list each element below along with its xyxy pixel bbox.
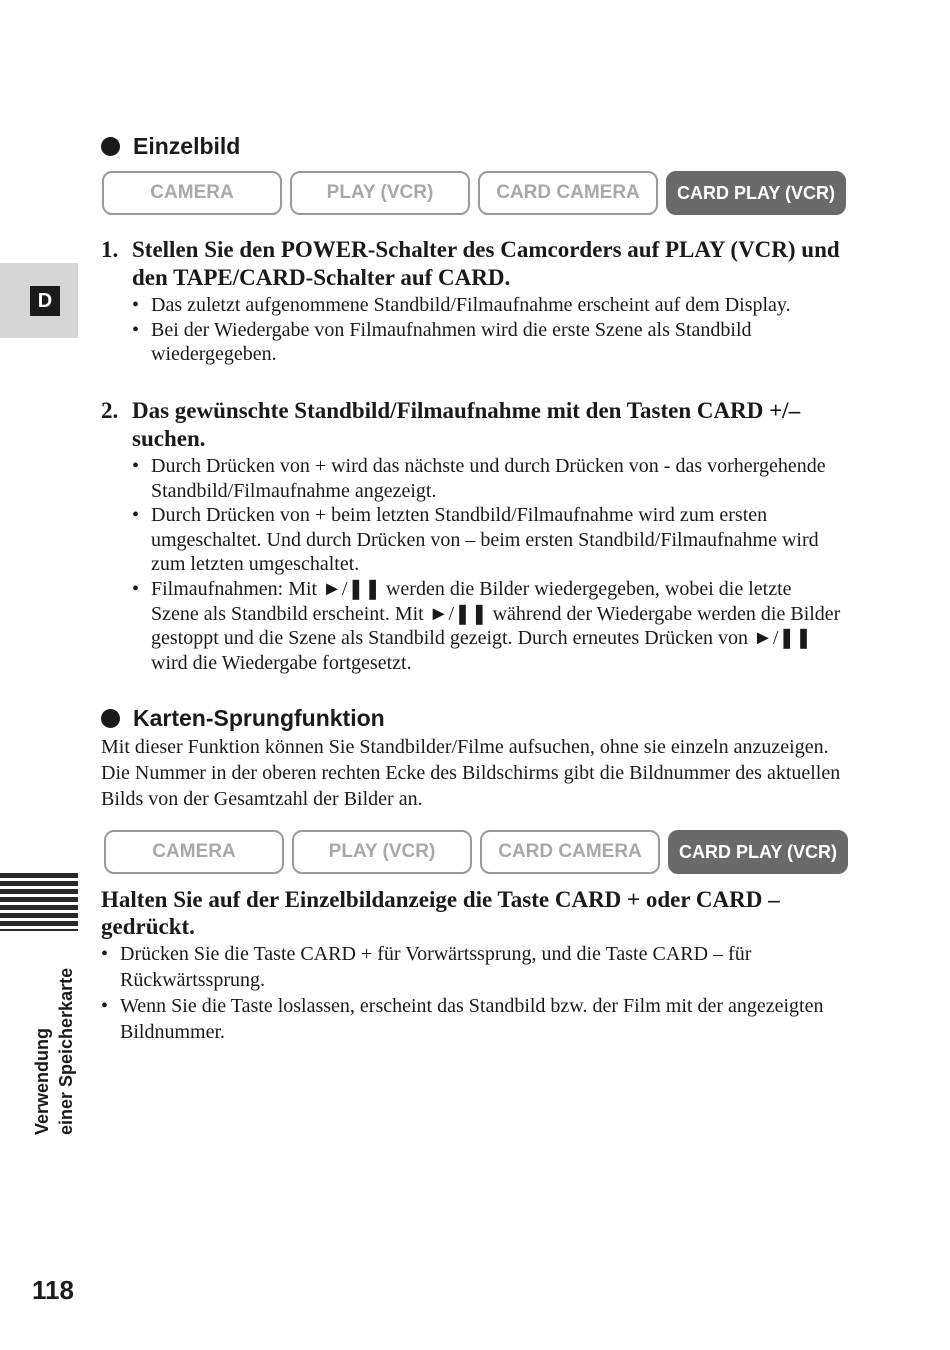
step-2 [101,397,841,675]
mode-indicator-row [102,171,846,215]
step-bullet: • Durch Drücken von + wird das nächste und durch Drücken von - das vorhergehende Standbild/Filmaufnahme angezeigt. [132,454,841,503]
mode-camera: CAMERA [104,830,284,874]
step-title: Stellen Sie den POWER-Schalter des Camcorders auf PLAY (VCR) und den TAPE/CARD-Schalter auf CARD. [132,237,840,290]
step-bullet: • Durch Drücken von + beim letzten Standbild/Filmaufnahme wird zum ersten umgeschaltet. Und durch Drücken von – beim ersten Standbild/Filmaufnahme wird zum letzten umgeschaltet. [132,503,841,577]
chapter-caption-line1: Verwendung [32,1027,52,1135]
mode-card-play-vcr-active: CARD PLAY (VCR) [668,830,848,874]
section-intro: Mit dieser Funktion können Sie Standbilder/Filme aufsuchen, ohne sie einzeln anzuzeigen. Die Nummer in der oberen rechten Ecke des Bildschirms gibt die Bildnummer des aktuellen Bilds von der Gesamtzahl der Bilder an. [101,736,841,810]
instruction-bullets [101,941,846,1045]
mode-card-camera: CARD CAMERA [480,830,660,874]
chapter-caption-line2: einer Speicherkarte [56,967,76,1135]
step-title: Das gewünschte Standbild/Filmaufnahme mit den Tasten CARD +/– suchen. [132,398,801,451]
mode-camera: CAMERA [102,171,282,215]
heading-bullet-icon [101,137,120,156]
step-bullet: • Das zuletzt aufgenommene Standbild/Filmaufnahme erscheint auf dem Display. [132,293,841,318]
instruction-title: Halten Sie auf der Einzelbildanzeige die Taste CARD + oder CARD – gedrückt. [101,887,780,939]
step-1 [101,236,841,367]
heading-bullet-icon [101,709,120,728]
step-number: 1. [101,237,119,262]
instruction-bullet: • Drücken Sie die Taste CARD + für Vorwärtssprung, und die Taste CARD – für Rückwärtssprung. [101,941,846,993]
page-number: 118 [32,1275,74,1305]
chapter-caption [30,945,82,1135]
language-tab-letter: D [30,286,60,316]
mode-play-vcr: PLAY (VCR) [292,830,472,874]
mode-play-vcr: PLAY (VCR) [290,171,470,215]
step-bullet: • Bei der Wiedergabe von Filmaufnahmen wird die erste Szene als Standbild wiedergegeben. [132,318,841,367]
step-number: 2. [101,398,119,423]
section-heading-einzelbild [101,133,240,160]
section-heading-text: Karten-Sprungfunktion [133,705,385,731]
mode-indicator-row [104,830,848,874]
mode-card-play-vcr-active: CARD PLAY (VCR) [666,171,846,215]
step-bullet: • Filmaufnahmen: Mit ►/❚❚ werden die Bilder wiedergegeben, wobei die letzte Szene als Standbild erscheint. Mit ►/❚❚ während der Wiedergabe werden die Bilder gestoppt und die Szene als Standbild gezeigt. Durch erneutes Drücken von ►/❚❚ wird die Wiedergabe fortgesetzt. [132,577,841,675]
mode-card-camera: CARD CAMERA [478,171,658,215]
section-heading-text: Einzelbild [133,133,241,159]
section-heading-karten-sprungfunktion [101,705,385,732]
chapter-stripes [0,873,78,931]
instruction-bullet: • Wenn Sie die Taste loslassen, erscheint das Standbild bzw. der Film mit der angezeigten Bildnummer. [101,993,846,1045]
